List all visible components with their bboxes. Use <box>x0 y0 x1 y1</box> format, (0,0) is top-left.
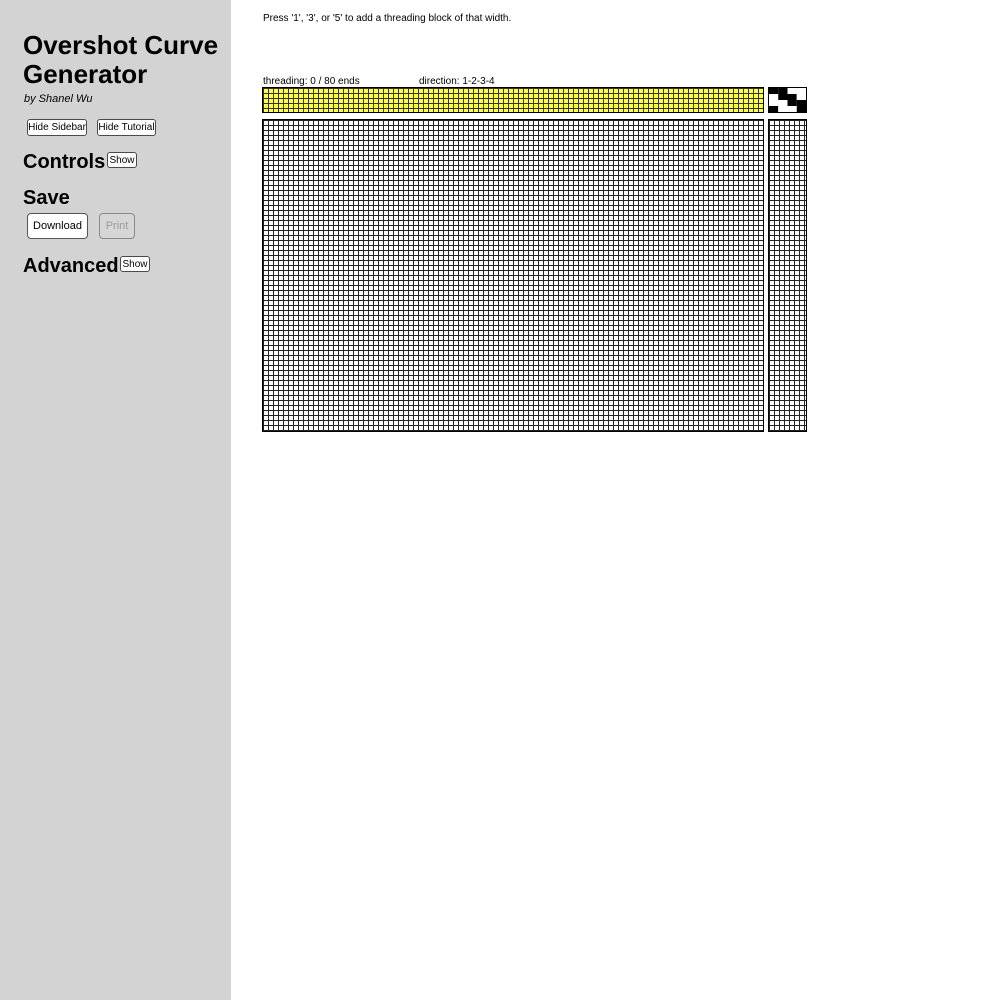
tieup-grid[interactable] <box>768 87 807 113</box>
sidebar <box>0 0 231 1000</box>
direction-status: direction: 1-2-3-4 <box>419 76 495 87</box>
tieup-cell[interactable] <box>778 88 787 94</box>
tieup-cell[interactable] <box>788 100 797 106</box>
tutorial-hint: Press '1', '3', or '5' to add a threading block of that width. <box>263 13 512 24</box>
tieup-cell[interactable] <box>769 106 778 112</box>
treadling-grid[interactable] <box>768 119 807 432</box>
threading-grid[interactable] <box>262 87 764 113</box>
print-button[interactable]: Print <box>99 213 135 239</box>
advanced-show-button[interactable]: Show <box>120 256 150 272</box>
threading-status: threading: 0 / 80 ends <box>263 76 360 87</box>
tieup-cell[interactable] <box>797 106 806 112</box>
drawdown-grid <box>262 119 764 432</box>
tieup-cell[interactable] <box>778 106 787 112</box>
hide-tutorial-button[interactable]: Hide Tutorial <box>97 119 156 136</box>
hide-sidebar-button[interactable]: Hide Sidebar <box>27 119 87 136</box>
tieup-cell[interactable] <box>797 100 806 106</box>
tieup-cell[interactable] <box>769 94 778 100</box>
tieup-cell[interactable] <box>788 106 797 112</box>
author-credit: by Shanel Wu <box>24 93 93 105</box>
advanced-heading: Advanced <box>23 255 119 277</box>
tieup-cell[interactable] <box>788 94 797 100</box>
app-title: Overshot Curve Generator <box>23 30 219 89</box>
tieup-cell[interactable] <box>778 100 787 106</box>
tieup-cell[interactable] <box>788 88 797 94</box>
controls-heading: Controls <box>23 151 106 173</box>
save-heading: Save <box>23 187 70 209</box>
tieup-cell[interactable] <box>797 88 806 94</box>
controls-show-button[interactable]: Show <box>107 152 137 168</box>
download-button[interactable]: Download <box>27 213 88 239</box>
tieup-cell[interactable] <box>778 94 787 100</box>
tieup-cell[interactable] <box>769 100 778 106</box>
tieup-cell[interactable] <box>769 88 778 94</box>
tieup-cell[interactable] <box>797 94 806 100</box>
